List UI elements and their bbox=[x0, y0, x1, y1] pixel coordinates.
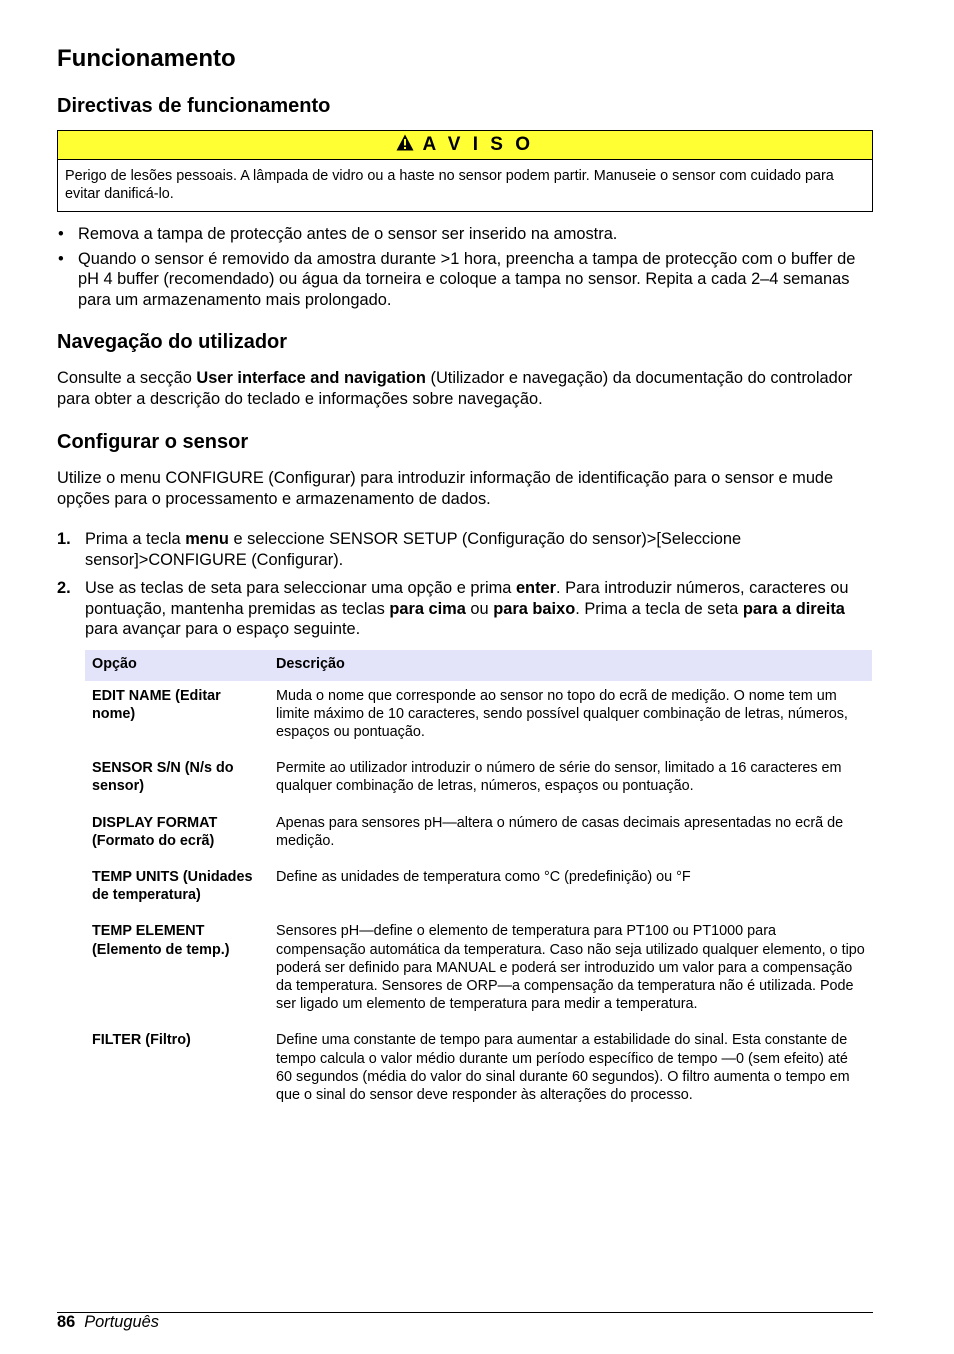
key-name: para baixo bbox=[493, 599, 576, 618]
reference-title: User interface and navigation bbox=[196, 369, 426, 387]
option-cell: TEMP UNITS (Unidades de temperatura) bbox=[92, 868, 253, 904]
footer-language: Português bbox=[84, 1313, 159, 1331]
option-cell: TEMP ELEMENT (Elemento de temp.) bbox=[92, 923, 230, 958]
step-item bbox=[57, 529, 873, 570]
page-title: Funcionamento bbox=[57, 45, 236, 72]
section-heading-configurar: Configurar o sensor bbox=[57, 431, 249, 453]
list-item bbox=[57, 224, 873, 245]
page-footer bbox=[57, 1312, 159, 1332]
step-number: 1. bbox=[57, 530, 71, 548]
footer-divider bbox=[57, 1312, 873, 1313]
list-item-text: Quando o sensor é removido da amostra durante >1 hora, preencha a tampa de protecção com o buffer de pH 4 buffer (recomendado) ou água da torneira e coloque a tampa no sensor. Repita a cada 2–4 semanas para um armazenamento mais prolongado. bbox=[78, 249, 856, 309]
option-cell: DISPLAY FORMAT (Formato do ecrã) bbox=[92, 814, 218, 849]
bullet-icon: • bbox=[58, 249, 64, 268]
key-name: para a direita bbox=[742, 599, 845, 618]
table-row bbox=[85, 681, 872, 755]
text-run: para avançar para o espaço seguinte. bbox=[85, 620, 361, 638]
navigation-paragraph bbox=[57, 368, 873, 409]
text-run: . Prima a tecla de seta bbox=[575, 599, 743, 618]
description-cell: Permite ao utilizador introduzir o número de série do sensor, limitado a 16 caracteres em qualquer combinação de letras, números, espaços ou pontuação. bbox=[276, 760, 842, 795]
configure-intro: Utilize o menu CONFIGURE (Configurar) para introduzir informação de identificação para o sensor e mude opções para o processamento e armazenamento de dados. bbox=[57, 469, 834, 508]
text-run: e seleccione SENSOR SETUP (Configuração do sensor)>[Seleccione sensor]>CONFIGURE (Configurar). bbox=[85, 530, 742, 569]
key-name: para cima bbox=[389, 599, 466, 618]
warning-box bbox=[57, 130, 873, 212]
key-name: menu bbox=[185, 530, 229, 548]
step-number: 2. bbox=[57, 579, 71, 597]
options-table bbox=[85, 650, 872, 1118]
text-run: ou bbox=[465, 599, 494, 618]
section-heading-navegacao: Navegação do utilizador bbox=[57, 331, 288, 353]
key-name: enter bbox=[515, 579, 557, 597]
text-run: Prima a tecla bbox=[85, 530, 186, 548]
text-run: (Utilizador e navegação) da documentação do controlador para obter a descrição do teclado e informações sobre navegação. bbox=[57, 369, 853, 408]
description-cell: Define uma constante de tempo para aumentar a estabilidade do sinal. Esta constante de tempo calcula o valor médio durante um período específico de tempo —0 (sem efeito) até 60 segundos (média do valor do sinal durante 60 segundos). O filtro aumenta o tempo em que o sinal do sensor deve responder às alterações do processo. bbox=[276, 1032, 850, 1103]
description-cell: Muda o nome que corresponde ao sensor no topo do ecrã de medição. O nome tem um limite máximo de 10 caracteres, sendo possível qualquer combinação de letras, números, espaços ou pontuação. bbox=[276, 687, 848, 740]
page-number: 86 bbox=[57, 1313, 76, 1331]
warning-label: A V I S O bbox=[422, 134, 534, 155]
text-run: Consulte a secção bbox=[57, 369, 197, 387]
section-heading-directivas: Directivas de funcionamento bbox=[57, 95, 331, 117]
step-list bbox=[57, 529, 873, 640]
table-row bbox=[85, 754, 872, 808]
table-row bbox=[85, 809, 872, 863]
table-header-row bbox=[85, 650, 872, 681]
bullet-icon: • bbox=[58, 225, 64, 243]
column-header-option: Opção bbox=[85, 650, 269, 681]
description-cell: Define as unidades de temperatura como °C (predefinição) ou °F bbox=[276, 868, 691, 885]
table-row bbox=[85, 863, 872, 917]
text-run: Use as teclas de seta para seleccionar uma opção e prima bbox=[85, 579, 516, 597]
option-cell: SENSOR S/N (N/s do sensor) bbox=[92, 760, 234, 795]
table-row bbox=[85, 917, 872, 1026]
table-row bbox=[85, 1026, 872, 1117]
option-cell: EDIT NAME (Editar nome) bbox=[92, 687, 221, 722]
warning-triangle-icon bbox=[396, 134, 414, 157]
step-item bbox=[57, 578, 873, 640]
list-item-text: Remova a tampa de protecção antes de o sensor ser inserido na amostra. bbox=[78, 225, 618, 243]
option-cell: FILTER (Filtro) bbox=[92, 1032, 191, 1049]
page-content bbox=[57, 40, 873, 1117]
description-cell: Apenas para sensores pH—altera o número de casas decimais apresentadas no ecrã de medição. bbox=[276, 814, 844, 849]
description-cell: Sensores pH—define o elemento de temperatura para PT100 ou PT1000 para compensação automática da temperatura. Caso não seja utilizado qualquer elemento, o tipo poderá ser definido para MANUAL e poderá ser introduzido um valor para a compensação da temperatura. Sensores de ORP—a compensação da temperatura não é utilizada. Pode ser ligado um elemento de temperatura para medir a temperatura. bbox=[276, 923, 865, 1013]
warning-header bbox=[58, 131, 872, 160]
warning-text: Perigo de lesões pessoais. A lâmpada de vidro ou a haste no sensor podem partir. Manuseie o sensor com cuidado para evitar danificá-lo. bbox=[65, 168, 834, 202]
text-run: . Para introduzir números, caracteres ou pontuação, mantenha premidas as teclas bbox=[85, 579, 849, 618]
list-item bbox=[57, 249, 873, 311]
guideline-list bbox=[57, 224, 873, 310]
column-header-description: Descrição bbox=[269, 650, 872, 681]
